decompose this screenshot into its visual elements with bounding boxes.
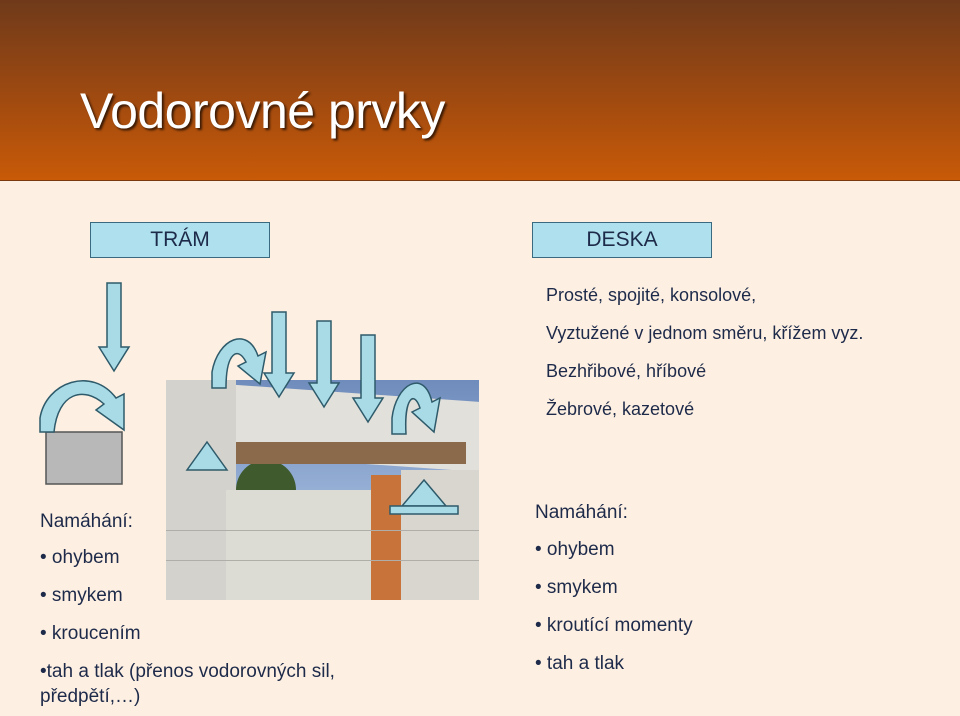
beam-label: TRÁM [90,222,270,258]
slab-type-1: Prosté, spojité, konsolové, [546,285,757,305]
slab-label: DESKA [532,222,712,258]
support-triangle-icon [402,480,446,506]
curved-arrow-icon [40,381,124,432]
slab-stress-3: • kroutící momenty [535,615,693,636]
arrow-down-icon [309,321,339,407]
slab-stress-2: • smykem [535,577,618,598]
arrow-down-icon [264,312,294,397]
arrow-down-icon [353,335,383,422]
beam-stress-heading: Namáhání: [40,511,133,532]
support-plate-icon [390,506,458,514]
slab-stress-4: • tah a tlak [535,653,625,674]
support-triangle-icon [187,442,227,470]
beam-stress-3: • kroucením [40,623,141,644]
beam-stress-4-cont: předpětí,…) [40,686,141,707]
beam-stress-2: • smykem [40,585,123,606]
slab-type-4: Žebrové, kazetové [546,399,695,419]
beam-stress-4: •tah a tlak (přenos vodorovných sil, [40,661,335,682]
slab-type-2: Vyztužené v jednom směru, křížem vyz. [546,323,864,343]
beam-stress-1: • ohybem [40,547,120,568]
slab-type-3: Bezhřibové, hříbové [546,361,707,381]
slab-stress-heading: Namáhání: [535,502,628,523]
curved-arrow-icon [392,383,440,434]
arrow-down-icon [99,283,129,371]
curved-arrow-icon [212,339,266,388]
slide-title: Vodorovné prvky [80,83,445,139]
slab-stress-1: • ohybem [535,539,615,560]
beam-section-icon [46,432,122,484]
